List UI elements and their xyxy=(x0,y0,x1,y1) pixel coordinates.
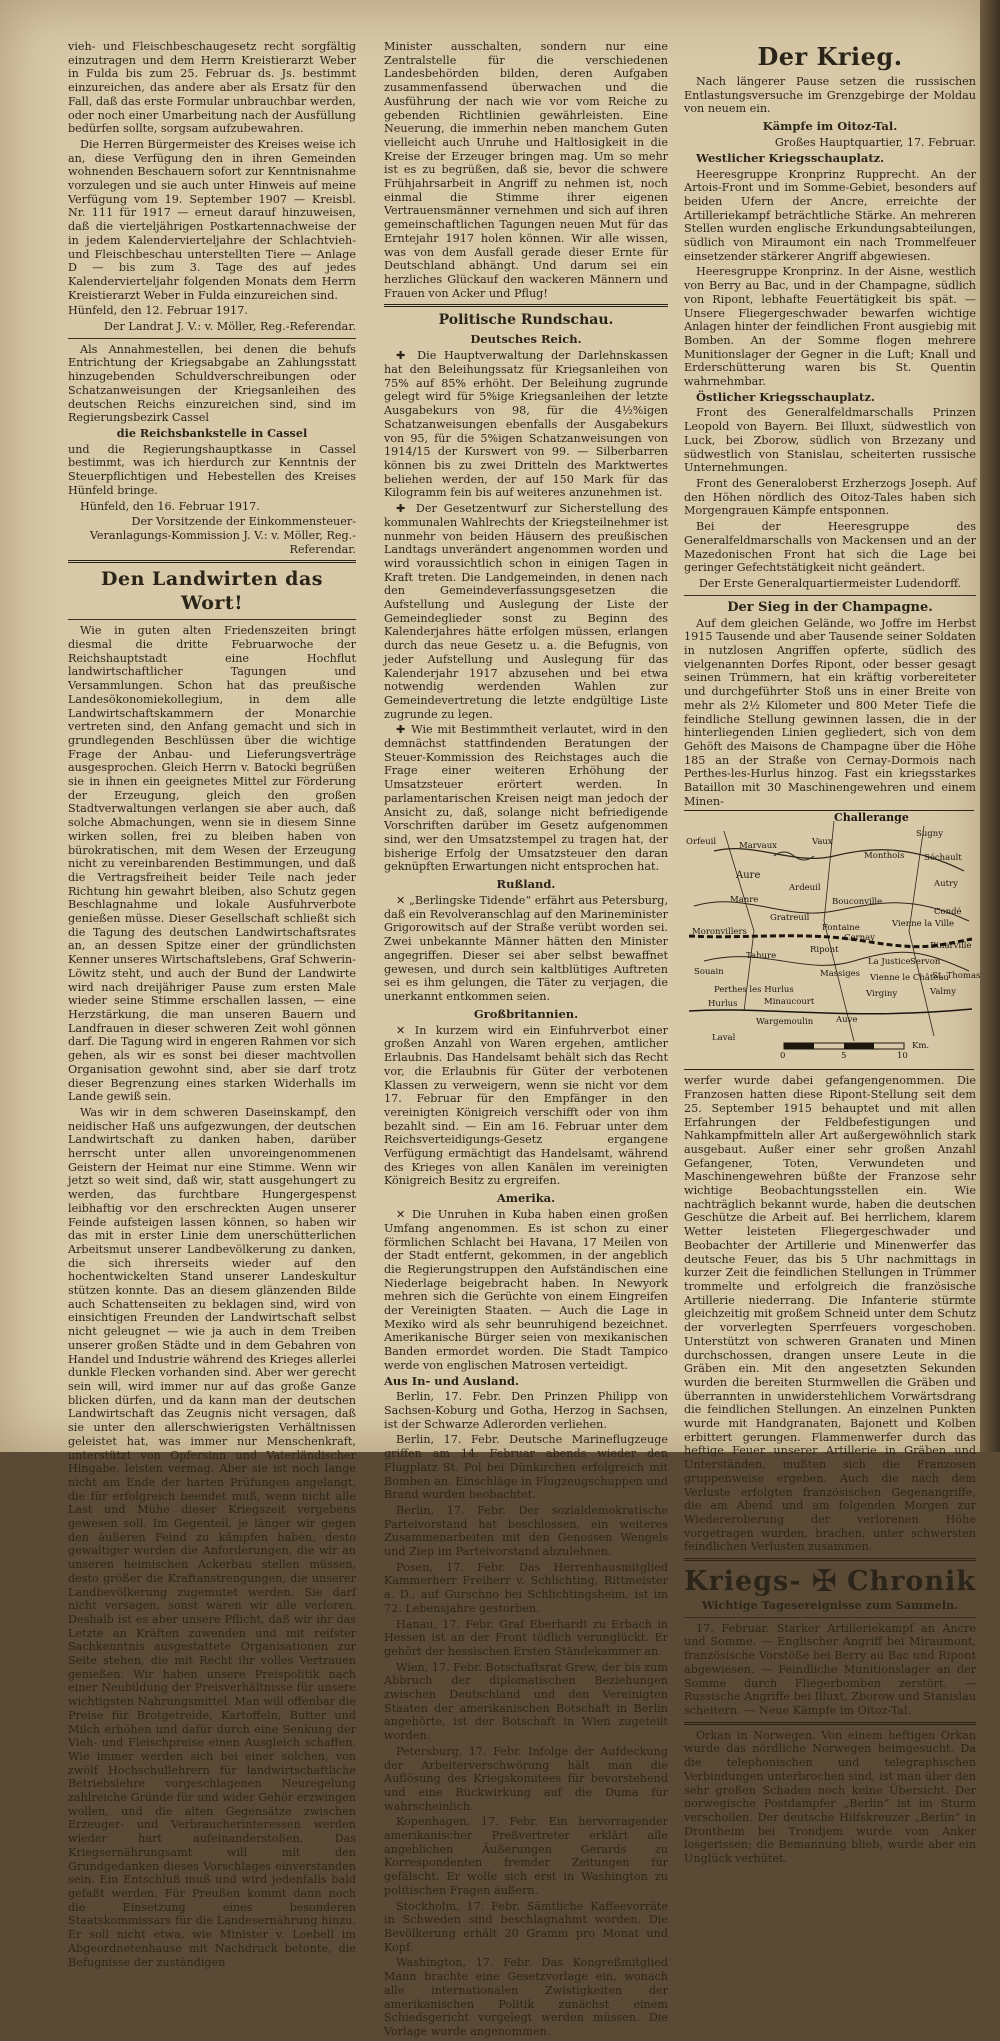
paragraph: und die Regierungshauptkasse in Cassel bestimmt, was ich hierdurch zur Kenntnis der Steuerpflichtigen und Hebestellen des Kreises Hünfeld bringe. xyxy=(68,442,356,497)
section-heading: Rußland. xyxy=(496,877,556,892)
paragraph: vieh- und Fleischbeschaugesetz recht sorgfältig einzutragen und dem Herrn Kreistierarzt Weber in Fulda bis zum 25. Februar ds. Js. bestimmt einzureichen, das andere aber als Ersatz für den Fall, daß das erste Formular unbrauchbar werden, oder noch einer Umarbeitung nach der Ausfüllung bedürfen sollte, sorgsam aufzubewahren. xyxy=(68,40,356,136)
divider xyxy=(384,304,668,307)
article-title: Der Sieg in der Champagne. xyxy=(727,599,933,615)
map-label: Massiges xyxy=(820,969,861,980)
news-item: Berlin, 17. Febr. Den Prinzen Philipp von Sachsen-Koburg und Gotha, Herzog in Sachsen, ist der Schwarze Adlerorden verliehen. xyxy=(384,1390,668,1431)
signature: Der Vorsitzende der Einkommensteuer-Veranlagungs-Kommission J. V.: v. Möller, Reg.-Referendar. xyxy=(89,515,356,556)
paragraph: ✕ Die Unruhen in Kuba haben einen großen Umfang angenommen. Es ist schon zu einer förmlichen Schlacht bei Havana, 17 Meilen von der Stadt entfernt, gekommen, in der angeblich die Regierungstruppen den Aufständischen eine Niederlage beigebracht haben. In Newyork mehren sich die Gerüchte von einem Eingreifen der Vereinigten Staaten. — Auch die Lage in Mexiko wird als sehr beunruhigend bezeichnet. Amerikanische Bürger seien von mexikanischen Banden ermordet worden. Die Stadt Tampico werde von englischen Matrosen verteidigt. xyxy=(384,1208,668,1372)
divider xyxy=(684,595,976,596)
paragraph: ✕ In kurzem wird ein Einfuhrverbot einer großen Anzahl von Waren ergehen, amtlicher Erlaubnis. Das Handelsamt behält sich das Recht vor, die Erlaubnis für Güter der verbotenen Klassen zu verweigern, wenn sie nicht vor dem 17. Februar für den Empfänger in den vereinigten Königreich verschifft oder von ihm bezahlt sind. — Ein am 16. Februar unter dem Reichsverteidigungs-Gesetz ergangene Verfügung ermächtigt das Handelsamt, während des Krieges von allen Kanälen im vereinigten Königreich Besitz zu ergreifen. xyxy=(384,1023,668,1188)
map-label: Autry xyxy=(934,879,958,890)
paragraph: 17. Februar. Starker Artilleriekampf an Ancre und Somme. — Englischer Angriff bei Miraumont, französische Vorstöße bei Berry au Bac und Ripont abgewiesen. — Feindliche Munitionslager an der Somme durch Fliegerbomben zerstört. — Russische Angriffe bei Illuxt, Zborow und Stanislau scheitern. — Neue Kämpfe im Oitoz-Tal. xyxy=(684,1621,977,1717)
map-label: Perthes les Hurlus xyxy=(714,985,794,996)
map-label: Minaucourt xyxy=(764,997,815,1008)
section-title: Politische Rundschau. xyxy=(438,312,614,329)
divider xyxy=(68,338,356,339)
paragraph: Orkan in Norwegen. Von einem heftigen Orkan wurde das nördliche Norwegen heimgesucht. Da die telephonischen und telegraphischen Verbindungen unterbrochen sind, ist man über den sehr großen Schaden noch keine Übersicht. Der norwegische Postdampfer „Berlin“ ist im Sturm verschollen. Der deutsche Hilfskreuzer „Berlin“ in Drontheim bei Trondjem wurde vom Anker losgerissen; die Bemannung blieb, wurde aber ein Unglück verhütet. xyxy=(684,1728,976,1866)
section-heading: Amerika. xyxy=(496,1191,556,1206)
news-item: Stockholm, 17. Febr. Sämtliche Kaffeevorräte in Schweden sind beschlagnahmt worden. Die Bevölkerung erhält 20 Gramm pro Monat und Kopf. xyxy=(384,1899,668,1954)
map-label: Orfeuil xyxy=(686,837,717,848)
section-heading: Großbritannien. xyxy=(473,1006,579,1021)
paragraph-emph: die Reichsbankstelle in Cassel xyxy=(116,425,308,440)
adjacent-page-edge xyxy=(980,0,1000,1452)
paragraph: Nach längerer Pause setzen die russischen Entlastungsversuche im Grenzgebirge der Moldau von neuem ein. xyxy=(684,75,976,116)
news-item: Washington, 17. Febr. Das Kongreßmitglied Mann brachte eine Gesetzvorlage ein, wonach alle internationalen Zwistigkeiten der amerikanischen Politik zunächst einem Schiedsgericht vorgelegt werden müssen. Die Vorlage wurde angenommen. xyxy=(384,1956,668,2038)
map-label: Ardeuil xyxy=(789,883,821,894)
map-label: Hurlus xyxy=(708,999,738,1010)
paragraph: Die Herren Bürgermeister des Kreises weise ich an, diese Verfügung den in ihren Gemeinden wohnenden Beschauern sofort zur Kenntnisnahme vorzulegen und sie auch unter Hinweis auf meine Verfügung vom 19. September 1907 — Kreisbl. Nr. 111 für 1917 — erneut darauf hinzuweisen, daß die vierteljährigen Postkartennachweise der in jedem Kalendervierteljahre der Schlachtvieh- und Fleischbeschau unterstellten Tiere — Anlage D — bis zum 3. Tage des auf jedes Kalendervierteljahr folgenden Monats dem Herrn Kreistierarzt Weber in Fulda einzureichen sind. xyxy=(68,137,356,302)
map-label: Moronvillers xyxy=(692,927,747,938)
map-label: Condé xyxy=(934,907,962,918)
paragraph: Heeresgruppe Kronprinz Rupprecht. An der Artois-Front und im Somme-Gebiet, besonders auf beiden Ufern der Ancre, erreichte der Artilleriekampf beträchtliche Stärke. An mehreren Stellen wurden englische Erkundungsabteilungen, südlich von Miraumont ein nach Trommelfeuer einsetzender stärkerer Angriff abgewiesen. xyxy=(684,167,976,263)
map-label: Bouconville xyxy=(832,897,883,908)
divider xyxy=(68,560,356,563)
map-label: Servon xyxy=(910,957,941,968)
news-item: Wien, 17. Febr. Botschaftsrat Grew, der bis zum Abbruch der diplomatischen Beziehungen zwischen Deutschland und den Vereinigten Staaten der amerikanischen Botschaft in Berlin angehörte, ist der Botschaft in Wien zugeteilt worden. xyxy=(384,1660,668,1743)
chronicle-title-right: Chronik xyxy=(847,1566,976,1598)
map-label: Vienne le Château xyxy=(870,973,949,984)
divider xyxy=(68,619,356,620)
paragraph: werfer wurde dabei gefangengenommen. Die Franzosen hatten diese Ripont-Stellung seit dem 25. September 1915 behauptet und mit allen Erfahrungen der Feldbefestigungen und Nahkampfmitteln aller Art außergewöhnlich stark ausgebaut. Außer einer sehr großen Anzahl Gefangener, Toten, Verwundeten und Maschinengewehren büßte der Franzose sehr wichtige Beobachtungsstellen ein. Wie nachträglich bekannt wurde, haben die deutschen Geschütze die Arbeit auf. Bei herrlichem, klarem Wetter leisteten Fliegergeschwader und Beobachter der Artillerie und Minenwerfer das deutsche Feuer, das bis 5 Uhr nachmittags in kurzer Zeit die feindlichen Stellungen in Trümmer trommelte und erfolgreich die französische Artillerie niederrang. Die Infanterie stürmte gleichzeitig mit großem Schneid unter dem Schutz der vorverlegten Sperrfeuers vorgeschoben. Unterstützt von schweren Granaten und Minen durchschossen, drangen unsere Leute in die Gräben ein. Mit den angesetzten Sekunden wurden die bereiten Sturmwellen die Gräben und überrannten in unwiderstehlichem Vorwärtsdrang die feindlichen Stellungen. An einzelnen Punkten wurde mit Handgranaten, Bajonett und Kolben erbittert gerungen. Flammenwerfer durch das heftige Feuer unserer Artillerie in Gräben und Unterständen, mußten sich die Franzosen gruppenweise ergeben. Auch die nach dem Verluste erfolgten französischen Gegenangriffe, die am Abend und am folgenden Morgen zur Wiedereroberung der verlorenen Höhe vorgetragen wurden, brachen, unter schwersten feindlichen Verlusten zusammen. xyxy=(684,1074,976,1554)
scale-unit: Km. xyxy=(912,1041,930,1052)
section-heading: Aus In- und Ausland. xyxy=(384,1373,520,1388)
column-3 xyxy=(684,40,981,1868)
news-item: Berlin, 17. Febr. Deutsche Marineflugzeuge griffen am 14. Februar abends wieder den Flugplatz St. Pol bei Dünkirchen erfolgreich mit Bomben an. Einschläge in Flugzeugschuppen und Brand wurden beobachtet. xyxy=(384,1433,668,1502)
news-item: Berlin, 17. Febr. Der sozialdemokratische Parteivorstand hat beschlossen, ein weiteres Zusammenarbeiten mit den Genossen Wengels und Ziep im Parteivorstand abzulehnen. xyxy=(384,1503,668,1559)
paragraph: ✚ Der Gesetzentwurf zur Sicherstellung des kommunalen Wahlrechts der Kriegsteilnehmer ist nunmehr von beiden Häusern des preußischen Landtags unverändert angenommen worden und wird voraussichtlich schon in einigen Tagen in Kraft treten. Die Landgemeinden, in denen nach den Gemeindeverfassungsgesetzen die Aufstellung und Auslegung der Liste der Gemeindeglieder sonst zu Beginn des Kalenderjahres hätte erfolgen müssen, erlangen durch das neue Gesetz u. a. die Befugnis, von jeder Aufstellung und Auslegung für das Kalenderjahr 1917 abzusehen und bei etwa notwendig werdenden Wahlen zur Gemeindevertretung die letzte endgültige Liste zugrunde zu legen. xyxy=(384,502,668,721)
map-label: Tahure xyxy=(746,951,777,962)
map-label: Séchault xyxy=(924,853,962,864)
map-label: Sugny xyxy=(916,829,944,840)
paragraph: Auf dem gleichen Gelände, wo Joffre im Herbst 1915 Tausende und aber Tausende seiner Soldaten in nutzlosen Angriffen opferte, südlich des vielgenannten Dorfes Ripont, oder besser gesagt seinen Trümmern, hat ein kräftig vorbereiteter und durchgeführter Stoß uns in einer Breite von mehr als 2½ Kilometer und 800 Meter Tiefe die feindliche Stellung gewinnen lassen, die in der hinterliegenden Linien gegliedert, sich von dem Gehöft des Maisons de Champagne über die Höhe 185 an der Straße von Cernay-Dormois nach Perthes-les-Hurlus hinzog. Fast ein kriegsstarkes Bataillon mit 30 Maschinengewehren und einem Minen- xyxy=(684,616,976,808)
paragraph: ✕ „Berlingske Tidende“ erfährt aus Petersburg, daß ein Revolveranschlag auf den Marineminister Grigorowitsch auf der Straße verübt worden sei. Zwei unbekannte Männer hätten den Minister angegriffen. Dieser sei aber selbst bewaffnet gewesen, und durch sein kaltblütiges Auftreten sei es ihm gelungen, die Täter zu verjagen, die unerkannt entkommen seien. xyxy=(384,894,669,1003)
scale-tick: 0 xyxy=(780,1051,786,1062)
map-label: St. Thomas xyxy=(932,971,981,982)
map-lines xyxy=(684,811,974,1069)
map-label: Fontaine xyxy=(822,923,860,934)
map-label: Vienne la Ville xyxy=(892,919,955,930)
news-item: Kopenhagen, 17. Febr. Ein hervorragender amerikanischer Preßvertreter erklärt alle angeblichen Äußerungen Gerards zu Korrespondenten fremder Zeitungen für gefälscht. Er wolle sich erst in Washington zu politischen Fragen äußern. xyxy=(384,1815,668,1897)
section-heading: Westlicher Kriegsschauplatz. xyxy=(696,150,885,165)
news-item: Hanau, 17. Febr. Graf Eberhardt zu Erbach in Hessen ist an der Front tödlich verunglückt. Er gehört der hessischen Ersten Ständekammer an. xyxy=(384,1617,668,1658)
chronicle-title-left: Kriegs- xyxy=(684,1566,802,1598)
dateline: Hünfeld, den 16. Februar 1917. xyxy=(80,499,260,513)
divider xyxy=(684,1722,976,1725)
news-item: Posen, 17. Febr. Das Herrenhausmitglied Kammerherr Freiherr v. Schlichting, Rittmeister a. D., auf Gurschno bei Schlichtingsheim, ist im 72. Lebensjahre gestorben. xyxy=(384,1560,668,1615)
map-label: Challerange xyxy=(834,811,909,825)
map-label: Wargemoulin xyxy=(756,1017,814,1028)
map-label: Valmy xyxy=(930,987,957,998)
paragraph: Heeresgruppe Kronprinz. In der Aisne, westlich von Berry au Bac, und in der Champagne, südlich von Ripont, lebhafte Feuertätigkeit bis spät. — Unsere Fliegergeschwader bewarfen wichtige Anlagen hinter der feindlichen Front ausgiebig mit Bomben. An der Somme flogen mehrere Munitionslager der Gegner in die Luft; Knall und Erderschütterung waren bis St. Quentin wahrnehmbar. xyxy=(684,265,976,389)
signature: Der Landrat J. V.: v. Möller, Reg.-Referendar. xyxy=(103,320,356,334)
champagne-map xyxy=(684,810,981,1070)
paragraph: ✚ Die Hauptverwaltung der Darlehnskassen hat den Beleihungssatz für Kriegsanleihen von 75% auf 85% erhöht. Der Beleihung zugrunde gelegt wird für 5%ige Kriegsanleihen der letzte Ausgabekurs von 98, für die 4½%igen Schatzanweisungen ebenfalls der Ausgabekurs von 95, für die 5%igen Schatzanweisungen von 1914/15 der Kurswert von 99. — Silberbarren können bis zu zwei Dritteln des Marktwertes beliehen werden, der auf 150 Mark für das Kilogramm fein bis auf weiteres anzunehmen ist. xyxy=(384,349,668,500)
paragraph: Minister ausschalten, sondern nur eine Zentralstelle für die verschiedenen Landesbehörden bilden, deren Aufgaben zusammenfassend überwachen und die Ausführung der nach wie vor vom Reiche zu gebenden Richtlinien gewährleisten. Eine Neuerung, die immerhin neben manchem Guten vielleicht auch Unruhe und Haltlosigkeit in die Kreise der Erzeuger bringen mag. Um so mehr ist es zu begrüßen, daß sie, bevor die schwere Frühjahrsarbeit in Angriff zu nehmen ist, noch einmal die Stimme ihrer eigenen Vertrauensmänner vernehmen und sich auf ihren gemeinschaftlichen Tagungen neuen Mut für das Erntejahr 1917 holen können. Wir alle wissen, was von dem Ausfall gerade dieser Ernte für Deutschland abhängt. Und darum sei ein herzliches Glückauf den wackeren Männern und Frauen von Acker und Pflug! xyxy=(384,40,668,300)
divider xyxy=(684,1617,976,1618)
dateline: Großes Hauptquartier, 17. Februar. xyxy=(774,136,976,150)
scale-tick: 10 xyxy=(897,1051,908,1062)
dateline: Hünfeld, den 12. Februar 1917. xyxy=(68,304,248,318)
map-label: Marvaux xyxy=(739,841,777,852)
signature: Der Erste Generalquartiermeister Ludendorff. xyxy=(698,576,962,590)
news-item: Petersburg, 17. Febr. Infolge der Aufdeckung der Arbeiterverschwörung hält man die Auflösung des Kriegskomitees für bevorstehend und eine Rückwirkung auf die Duma für wahrscheinlich. xyxy=(384,1744,668,1813)
section-heading: Deutsches Reich. xyxy=(470,332,582,347)
article-title: Den Landwirten das Wort! xyxy=(101,568,323,615)
map-label: Monthois xyxy=(864,851,905,862)
scale-tick: 5 xyxy=(841,1051,847,1062)
map-label: Binarville xyxy=(930,941,972,952)
paragraph: Was wir in dem schweren Daseinskampf, den neidischer Haß uns aufgezwungen, der deutschen Landwirtschaft zu danken haben, darüber herrscht unter allen unvoreingenommenen Geistern der Heimat nur eine Stimme. Wenn wir jetzt so weit sind, daß wir, statt ausgehungert zu werden, das furchtbare Hungergespenst leibhaftig vor den erschreckten Augen unserer Feinde aufsteigen lassen können, so haben wir das mit in erster Linie dem unerschütterlichen Arbeitsmut unserer Landbevölkerung zu danken, die sich ihrerseits wieder auf den hochentwickelten Stand unserer Landeskultur stützen konnte. Das an diesem glänzenden Bilde auch Schattenseiten zu beklagen sind, wird von einsichtigen Freunden der Landwirtschaft selbst nicht geleugnet — wie ja auch in dem Treiben unserer großen Städte und in dem Gebahren von Handel und Industrie während des Krieges allerlei dunkle Flecken vorhanden sind. Aber wer gerecht sein will, wird immer nur auf das große Ganze blicken dürfen, und da kann man der deutschen Landwirtschaft das Zeugnis nicht versagen, daß sie unter den allerschwierigsten Verhältnissen geleistet hat, was immer nur Menschenkraft, unterstützt von Opfersinn und Vaterländischer Hingabe, leisten vermag. Aber sie ist noch lange nicht am Ende der harten Prüfungen angelangt, die für erfolgreich beendet muß, wenn nicht alle Last und Mühe dieser Kriegszeit vergebens gewesen soll. Im Gegenteil, je länger wir gegen den äußeren Feind zu kämpfen haben, desto gewaltiger werden die Anforderungen, die wir an unseren heimischen Ackerbau stellen müssen, desto größer die Kraftanstrengungen, die unserer Landbevölkerung zugemutet werden. Sie darf nicht versagen, sonst wären wir alle verloren. Deshalb ist es aber unsere Pflicht, daß wir ihr das Letzte an Kräften zuwenden und mit reifster Sachkenntnis ausgestattete Organisationen zur Seite stehen, die mit Recht ihr volles Vertrauen genießen. Wir haben unsere Preispolitik nach einer Neubildung der Preisverhältnisse für unsere wichtigsten Nahrungsmittel. Man will offenbar die Preise für Brotgetreide, Kartoffeln, Butter und Milch erhöhen und dafür durch eine Senkung der Vieh- und Fleischpreise einen Ausgleich schaffen. Wie immer werden sich bei einer solchen, von zwölf Hochschullehrern für landwirtschaftliche Betriebslehre vorgeschlagenen Neuregelung zahlreiche Gründe für und wider Gehör erzwingen wollen, und die alten Gegensätze zwischen Erzeuger- und Verbraucherinteressen werden wieder hart aufeinanderstoßen. Das Kriegsernährungsamt will mit den Grundgedanken dieses Vorschlages einverstanden sein. Ein Entschluß muß und wird jedenfalls bald gefaßt werden. Für Preußen kommt dann noch die Einsetzung eines besonderen Staatskommissars für die Landesernährung hinzu. Er soll nicht etwa, wie Minister v. Loebell im Abgeordnetenhause mit Nachdruck betonte, die Befugnisse der zuständigen xyxy=(68,1105,356,1969)
paragraph: Als Annahmestellen, bei denen die behufs Entrichtung der Kriegsabgabe an Zahlungsstatt hinzugebenden Schuldverschreibungen oder Schatzanweisungen der Kriegsanleihen des deutschen Reichs einzureichen sind, sind im Regierungsbezirk Cassel xyxy=(68,342,356,425)
map-label: Ripont xyxy=(810,945,839,956)
map-label: Aure xyxy=(736,870,761,882)
column-1 xyxy=(68,40,356,1971)
map-label: Cernay xyxy=(844,933,875,944)
map-label: Gratreuil xyxy=(770,913,810,924)
paragraph: Wie in guten alten Friedenszeiten bringt diesmal die dritte Februarwoche der Reichshauptstadt eine Hochflut landwirtschaftlicher Tagungen und Versammlungen. Schon hat das preußische Landesökonomiekollegium, in dem alle Landwirtschaftskammern der Monarchie vertreten sind, den Anfang gemacht und sich in grundlegenden Beschlüssen über die wichtige Frage der Anbau- und Lieferungsverträge ausgesprochen. Gleich Herrn v. Batocki begrüßen sie in ihnen ein geeignetes Mittel zur Förderung der Erzeugung, gleich den großen Stadtverwaltungen verlangen sie aber auch, daß solche Abmachungen, wenn sie in diesem Sinne wirken sollen, frei zu bleiben haben von bürokratischen, mit dem Wesen der Erzeugung nicht zu vereinbarenden Bestimmungen, und daß die Vertragsfreiheit beider Teile nach jeder Richtung hin gewahrt bleiben, also Schutz gegen Beschlagnahme und lokale Ausfuhrverbote genießen müsse. Dieser Gesellschaft schließt sich die Tagung des deutschen Landwirtschaftsrates an, an dessen Spitze einer der gründlichsten Kenner unseres Wirtschaftslebens, Graf Schwerin-Löwitz steht, und auch der Bund der Landwirte wird nach dreijähriger Pause zum ersten Male wieder seine Stimme erschallen lassen, — eine Herzstärkung, die man unseren Bauern und Landfrauen in dieser schweren Zeit wohl gönnen darf. Die Tagung wird in engeren Rahmen vor sich gehen, als wir es sonst bei dieser machtvollen Organisation gewohnt sind, aber sie darf trotz dieser Begrenzung eines starken Widerhalls im Lande gewiß sein. xyxy=(68,624,356,1104)
iron-cross-icon: ✠ xyxy=(811,1564,837,1600)
chronicle-subtitle: Wichtige Tagesereignisse zum Sammeln. xyxy=(701,1598,959,1613)
map-label: Vaux xyxy=(812,837,833,848)
column-2 xyxy=(384,40,668,2041)
map-label: Manre xyxy=(730,895,759,906)
section-title: Der Krieg. xyxy=(757,42,903,71)
section-heading: Kämpfe im Oitoz-Tal. xyxy=(762,119,898,134)
divider xyxy=(684,1558,976,1561)
map-label: Laval xyxy=(712,1033,736,1044)
section-heading: Östlicher Kriegsschauplatz. xyxy=(696,389,875,404)
map-label: Auve xyxy=(836,1015,858,1026)
map-label: Virginy xyxy=(866,989,898,1000)
chronicle-header xyxy=(684,1564,976,1600)
map-label: Souain xyxy=(694,967,724,978)
paragraph: Bei der Heeresgruppe des Generalfeldmarschalls von Mackensen und an der Mazedonischen Front hat sich die Lage bei geringer Gefechtstätigkeit nicht geändert. xyxy=(684,520,976,575)
paragraph: ✚ Wie mit Bestimmtheit verlautet, wird in den demnächst stattfindenden Beratungen der Steuer-Kommission des Reichstages auch die Frage einer weiteren Erhöhung der Umsatzsteuer erörtert werden. In parlamentarischen Kreisen neigt man jedoch der Ansicht zu, daß, solange nicht befriedigende Vorschriften darüber im Gesetz aufgenommen sind, wer den Umsatzstempel zu tragen hat, der bisherige Erfolg der Umsatzsteuer den daran geknüpften Erwartungen nicht entsprochen hat. xyxy=(384,723,668,874)
map-label: La Justice xyxy=(868,957,911,968)
paragraph: Front des Generaloberst Erzherzogs Joseph. Auf den Höhen nördlich des Oitoz-Tales haben sich Morgengrauen Kämpfe entsponnen. xyxy=(684,476,976,518)
paragraph: Front des Generalfeldmarschalls Prinzen Leopold von Bayern. Bei Illuxt, südwestlich von Luck, bei Zborow, südlich von Brzezany und südwestlich von Stanislau, scheiterten russische Unternehmungen. xyxy=(684,406,976,475)
